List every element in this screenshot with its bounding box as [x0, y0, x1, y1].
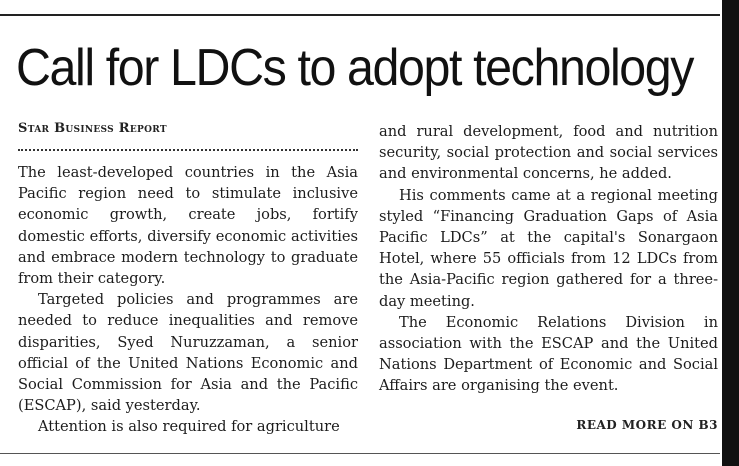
paragraph: His comments came at a regional meeting styled “Financing Graduation Gaps of Asia Pacific LDCs” at the capital's Sonargaon Hotel, where 55 officials from 12 LDCs from the Asia-Pacific region gathered for a three-day meeting.	[379, 186, 718, 310]
left-column	[18, 162, 358, 438]
paragraph: and rural development, food and nutrition security, social protection and social services and environmental concerns, he added.	[379, 123, 718, 183]
paragraph: Attention is also required for agriculture	[38, 418, 340, 436]
read-more-link[interactable]: READ MORE ON B3	[576, 418, 718, 432]
paragraph: The Economic Relations Division in association with the ESCAP and the United Nations Department of Economic and Social Affairs are organising the event.	[379, 313, 718, 395]
paragraph: Targeted policies and programmes are needed to reduce inequalities and remove disparities, Syed Nuruzzaman, a senior official of the United Nations Economic and Social Commission for Asia and the Pacific (ESCAP), said yesterday.	[18, 291, 358, 415]
byline: Star Business Report	[18, 121, 167, 136]
right-column	[379, 121, 718, 397]
dotted-divider	[18, 149, 358, 151]
top-rule	[0, 14, 720, 16]
bottom-rule	[0, 453, 720, 454]
page-edge-bar	[722, 0, 739, 466]
headline: Call for LDCs to adopt technology	[16, 39, 694, 97]
paragraph: The least-developed countries in the Asia Pacific region need to stimulate inclusive economic growth, create jobs, fortify domestic efforts, diversify economic activities and embrace modern technology to graduate from their category.	[18, 164, 358, 288]
